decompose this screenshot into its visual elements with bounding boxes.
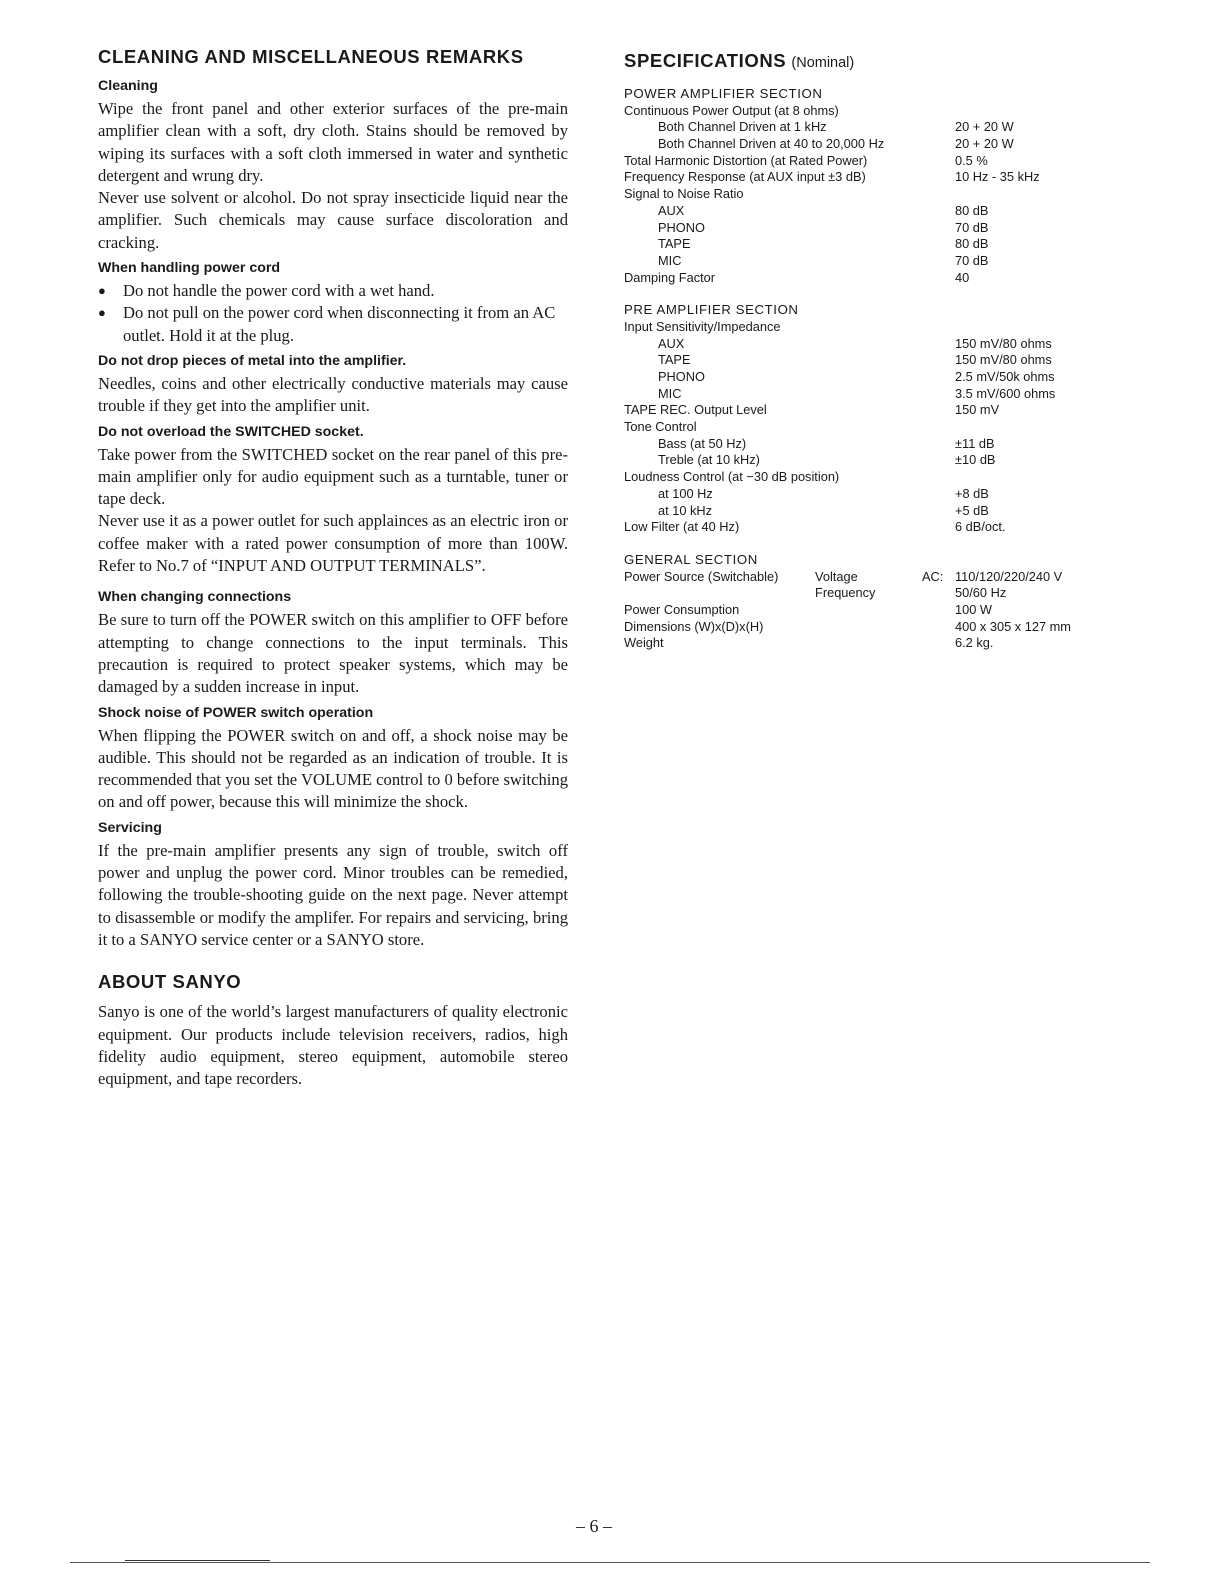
spec-label: Power Consumption xyxy=(624,601,740,617)
spec-label: Bass (at 50 Hz) xyxy=(658,435,747,451)
spec-value: 110/120/220/240 V xyxy=(955,568,1063,584)
spec-value: 2.5 mV/50k ohms xyxy=(955,369,1055,385)
connections-heading: When changing connections xyxy=(98,589,292,606)
cleaning-paragraph-2: Never use solvent or alcohol. Do not spray insecticide liquid near the amplifier. Such chemicals may cause surface discoloration and cracking. xyxy=(98,188,568,252)
spec-label: PHONO xyxy=(658,219,705,235)
pre-amplifier-specs xyxy=(624,319,1124,536)
spec-row xyxy=(624,452,1124,469)
spec-label: Input Sensitivity/Impedance xyxy=(624,318,781,334)
spec-label: Signal to Noise Ratio xyxy=(624,186,744,202)
general-specs xyxy=(624,602,1124,652)
spec-label: AUX xyxy=(658,335,685,351)
spec-row xyxy=(624,236,1124,253)
spec-label: Continuous Power Output (at 8 ohms) xyxy=(624,102,839,118)
spec-label: Loudness Control (at −30 dB position) xyxy=(624,469,840,485)
spec-value: 80 dB xyxy=(955,236,989,252)
overload-paragraph-1: Take power from the SWITCHED socket on the rear panel of this pre-main amplifier only for audio equipment such as a turntable, tuner or tape deck. xyxy=(98,444,568,509)
spec-label: Low Filter (at 40 Hz) xyxy=(624,519,740,535)
shock-noise-paragraph: When flipping the POWER switch on and off, a shock noise may be audible. This should not be regarded as an indication of trouble. It is recommended that you set the VOLUME control to 0 before switching on and off power, because this will minimize the shock. xyxy=(98,725,568,812)
spec-label: MIC xyxy=(658,252,682,268)
spec-ac-prefix: AC: xyxy=(922,568,944,584)
overload-heading: Do not overload the SWITCHED socket. xyxy=(98,423,364,440)
spec-label: TAPE xyxy=(658,236,691,252)
spec-label: Damping Factor xyxy=(624,269,716,285)
spec-value: 100 W xyxy=(955,601,992,617)
spec-row xyxy=(624,635,1124,652)
spec-value: 150 mV/80 ohms xyxy=(955,352,1052,368)
spec-sublabel: Frequency xyxy=(815,585,876,601)
spec-label: Both Channel Driven at 40 to 20,000 Hz xyxy=(658,136,885,152)
page-number: – 6 – xyxy=(576,1516,612,1536)
spec-row xyxy=(624,486,1124,503)
spec-label: Both Channel Driven at 1 kHz xyxy=(658,119,827,135)
bullet-text: Do not pull on the power cord when disconnecting it from an AC outlet. Hold it at the plug. xyxy=(123,303,556,345)
spec-value: 20 + 20 W xyxy=(955,119,1014,135)
spec-row xyxy=(624,319,1124,336)
spec-value: 150 mV xyxy=(955,402,1000,418)
about-paragraph: Sanyo is one of the world’s largest manufacturers of quality electronic equipment. Our products include television receivers, radios, high fidelity audio equipment, stereo equipment, automobile stereo equipment, and tape recorders. xyxy=(98,1002,568,1089)
about-heading: ABOUT SANYO xyxy=(98,971,242,993)
spec-row xyxy=(624,103,1124,120)
spec-row xyxy=(624,203,1124,220)
spec-row xyxy=(624,469,1124,486)
bullet-icon: ● xyxy=(98,283,106,299)
spec-row xyxy=(624,186,1124,203)
spec-label: PHONO xyxy=(658,369,705,385)
list-item xyxy=(98,302,568,347)
spec-row xyxy=(624,619,1124,636)
spec-value: 70 dB xyxy=(955,252,989,268)
spec-row xyxy=(624,386,1124,403)
spec-label: Total Harmonic Distortion (at Rated Power) xyxy=(624,152,868,168)
spec-label: Treble (at 10 kHz) xyxy=(658,452,760,468)
servicing-paragraph: If the pre-main amplifier presents any sign of trouble, switch off power and unplug the power cord. Minor troubles can be remedied, following the trouble-shooting guide on the next page. Never attempt to disassemble or modify the amplifer. For repairs and servicing, bring it to a SANYO service center or a SANYO store. xyxy=(98,840,568,949)
spec-value: 400 x 305 x 127 mm xyxy=(955,618,1071,634)
spec-row xyxy=(624,369,1124,386)
spec-value: 6.2 kg. xyxy=(955,635,994,651)
overload-paragraph-2: Never use it as a power outlet for such applainces as an electric iron or coffee maker with a rated power consumption of more than 100W. Refer to No.7 of “INPUT AND OUTPUT TERMINALS”. xyxy=(98,511,568,576)
spec-row xyxy=(624,585,1124,602)
spec-row xyxy=(624,436,1124,453)
general-section-title: GENERAL SECTION xyxy=(624,551,758,567)
spec-label: Tone Control xyxy=(624,419,697,435)
spec-row xyxy=(624,153,1124,170)
pre-amplifier-section-title: PRE AMPLIFIER SECTION xyxy=(624,302,799,318)
spec-row xyxy=(624,119,1124,136)
spec-label: Frequency Response (at AUX input ±3 dB) xyxy=(624,169,866,185)
spec-label: MIC xyxy=(658,385,682,401)
spec-row xyxy=(624,169,1124,186)
spec-label: Weight xyxy=(624,635,664,651)
spec-value: +8 dB xyxy=(955,485,989,501)
spec-value: ±10 dB xyxy=(955,452,996,468)
spec-row xyxy=(624,336,1124,353)
spec-label: AUX xyxy=(658,202,685,218)
spec-row xyxy=(624,220,1124,237)
bullet-icon: ● xyxy=(98,305,106,321)
spec-row xyxy=(624,270,1124,287)
spec-row xyxy=(624,253,1124,270)
nominal-note: (Nominal) xyxy=(791,55,855,71)
spec-label: TAPE REC. Output Level xyxy=(624,402,767,418)
bottom-divider-short xyxy=(125,1560,270,1561)
specifications-title: SPECIFICATIONS xyxy=(624,50,787,71)
spec-value: ±11 dB xyxy=(955,435,995,451)
left-column xyxy=(98,46,568,1090)
power-amplifier-section-title: POWER AMPLIFIER SECTION xyxy=(624,86,823,101)
spec-sublabel: Voltage xyxy=(815,568,858,584)
remarks-heading: CLEANING AND MISCELLANEOUS REMARKS xyxy=(98,46,524,67)
spec-value: 70 dB xyxy=(955,219,989,235)
spec-label: at 100 Hz xyxy=(658,485,713,501)
metal-paragraph: Needles, coins and other electrically conductive materials may cause trouble if they get into the amplifier unit. xyxy=(98,373,568,416)
spec-row xyxy=(624,519,1124,536)
spec-value: 10 Hz - 35 kHz xyxy=(955,169,1040,185)
spec-row xyxy=(624,569,1124,586)
power-cord-heading: When handling power cord xyxy=(98,260,281,277)
list-item xyxy=(98,280,568,302)
bottom-divider xyxy=(70,1562,1150,1563)
spec-row xyxy=(624,503,1124,520)
spec-label: Power Source (Switchable) xyxy=(624,568,779,584)
spec-row xyxy=(624,602,1124,619)
spec-row xyxy=(624,136,1124,153)
spec-value: 6 dB/oct. xyxy=(955,519,1006,535)
spec-value: 20 + 20 W xyxy=(955,136,1014,152)
spec-value: 150 mV/80 ohms xyxy=(955,335,1052,351)
spec-value: 40 xyxy=(955,269,970,285)
spec-label: Dimensions (W)x(D)x(H) xyxy=(624,618,764,634)
shock-noise-heading: Shock noise of POWER switch operation xyxy=(98,704,374,721)
spec-row xyxy=(624,352,1124,369)
servicing-heading: Servicing xyxy=(98,819,162,836)
bullet-text: Do not handle the power cord with a wet hand. xyxy=(123,281,435,301)
spec-label: at 10 kHz xyxy=(658,502,713,518)
power-amplifier-specs xyxy=(624,103,1124,287)
spec-value: 50/60 Hz xyxy=(955,585,1007,601)
spec-row xyxy=(624,419,1124,436)
spec-label: TAPE xyxy=(658,352,691,368)
metal-heading: Do not drop pieces of metal into the amplifier. xyxy=(98,352,407,369)
spec-value: 80 dB xyxy=(955,202,989,218)
connections-paragraph: Be sure to turn off the POWER switch on this amplifier to OFF before attempting to change connections to the input terminals. This precaution is required to protect speaker systems, which may be damaged by a sudden increase in input. xyxy=(98,610,568,697)
specifications-column xyxy=(624,50,1124,652)
spec-value: 0.5 % xyxy=(955,152,988,168)
cleaning-heading: Cleaning xyxy=(98,78,158,94)
spec-row xyxy=(624,402,1124,419)
specifications-heading xyxy=(624,50,1124,72)
spec-value: +5 dB xyxy=(955,502,989,518)
cleaning-paragraph-1: Wipe the front panel and other exterior surfaces of the pre-main amplifier clean with a soft, dry cloth. Stains should be removed by wiping its surfaces with a soft cloth immersed in water and synthetic detergent and wrung dry. xyxy=(98,99,568,185)
spec-value: 3.5 mV/600 ohms xyxy=(955,385,1056,401)
